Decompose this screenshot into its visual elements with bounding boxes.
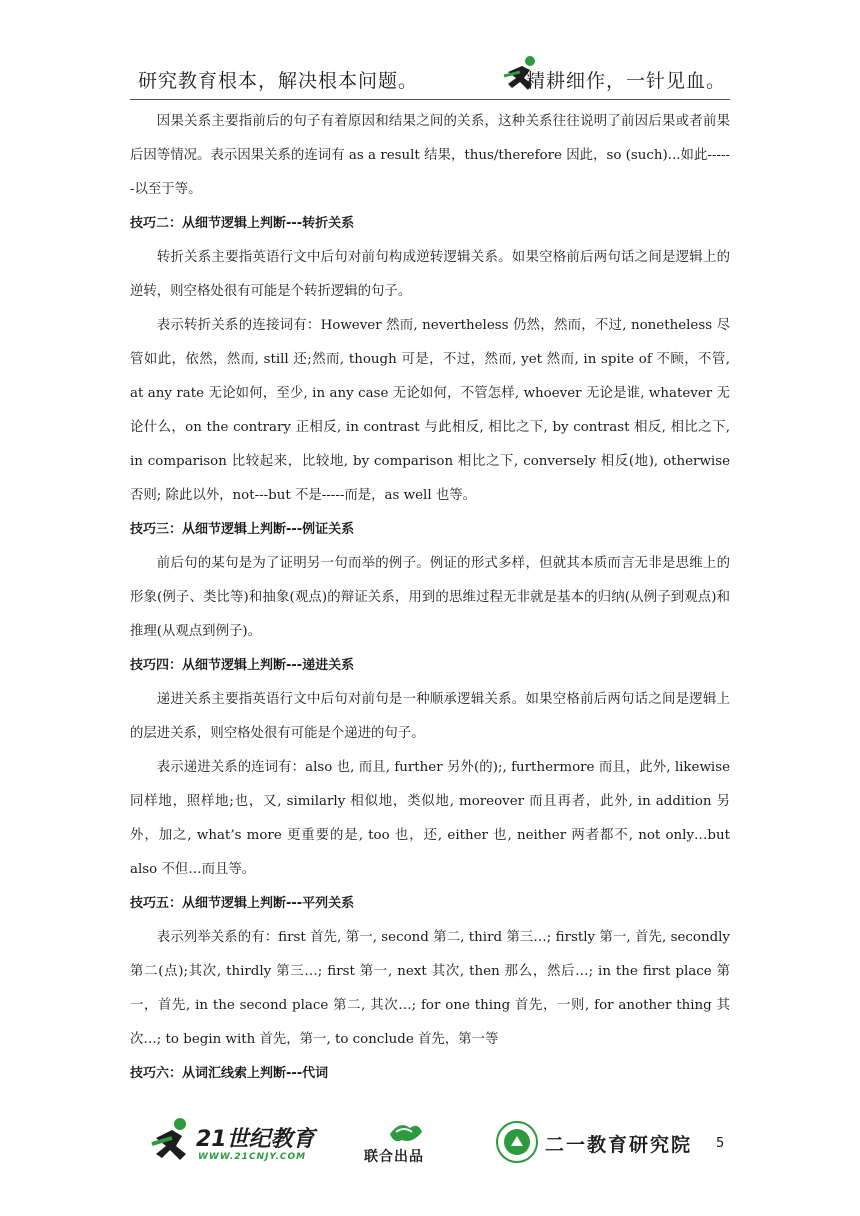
- section-heading: 技巧五：从细节逻辑上判断---平列关系: [130, 896, 355, 911]
- joint-production-logo: [360, 1114, 450, 1168]
- institute-seal-icon: [495, 1120, 539, 1164]
- body-paragraph: 表示列举关系的有：first 首先, 第一, second 第二, third 第三…; firstly 第一, 首先, secondly 第二(点);其次, thirdly 第三…; first 第一, next 其次, then 那么，然后…; in the first place 第一，首先, in the second place 第二, 其次…; for one thing 首先，一则, for another thing 其次…; to begin with 首先，第一, to conclude 首先，第一等: [130, 930, 730, 1047]
- 21cnjy-logo: [150, 1114, 315, 1168]
- body-paragraph: 表示递进关系的连词有：also 也, 而且, further 另外(的);, furthermore 而且，此外, likewise 同样地，照样地;也，又, similarly 相似地，类似地, moreover 而且再者，此外, in addition 另外，加之, what’s more 更重要的是, too 也，还, either 也, neither 两者都不, not only…but also 不但…而且等。: [130, 760, 730, 877]
- research-institute-logo: [495, 1120, 705, 1164]
- document-body: [130, 105, 730, 1091]
- page-footer: [0, 1110, 860, 1170]
- body-paragraph: 表示转折关系的连接词有：However 然而, nevertheless 仍然，然而，不过, nonetheless 尽管如此，依然，然而, still 还;然而, though 可是，不过，然而, yet 然而, in spite of 不顾，不管, at any rate 无论如何，至少, in any case 无论如何，不管怎样, whoever 无论是谁, whatever 无论什么，on the contrary 正相反, in contrast 与此相反, 相比之下, by contrast 相反, 相比之下, in comparison 比较起来，比较地, by comparison 相比之下, conversely 相反(地), otherwise 否则; 除此以外，not---but 不是-----而是，as well 也等。: [130, 318, 730, 503]
- section-heading: 技巧三：从细节逻辑上判断---例证关系: [130, 522, 355, 537]
- page-header: [130, 52, 730, 98]
- section-heading: 技巧二：从细节逻辑上判断---转折关系: [130, 216, 355, 231]
- header-slogan-right: 精耕细作，一针见血。: [525, 70, 726, 92]
- research-institute-text: 二一教育研究院: [545, 1134, 693, 1156]
- page-number: 5: [716, 1136, 725, 1151]
- handshake-icon: [360, 1114, 450, 1148]
- section-heading: 技巧四：从细节逻辑上判断---递进关系: [130, 658, 355, 673]
- body-paragraph: 因果关系主要指前后的句子有着原因和结果之间的关系，这种关系往往说明了前因后果或者前果后因等情况。表示因果关系的连词有 as a result 结果，thus/therefore 因此，so (such)...如此------以至于等。: [130, 114, 730, 197]
- body-paragraph: 前后句的某句是为了证明另一句而举的例子。例证的形式多样，但就其本质而言无非是思维上的形象(例子、类比等)和抽象(观点)的辩证关系，用到的思维过程无非就是基本的归纳(从例子到观点)和推理(从观点到例子)。: [130, 556, 730, 639]
- body-paragraph: 转折关系主要指英语行文中后句对前句构成逆转逻辑关系。如果空格前后两句话之间是逻辑上的逆转，则空格处很有可能是个转折逻辑的句子。: [130, 250, 730, 299]
- 21cnjy-logo-url: WWW.21CNJY.COM: [198, 1152, 307, 1162]
- 21cnjy-logo-text: 21世纪教育: [196, 1127, 315, 1152]
- body-paragraph: 递进关系主要指英语行文中后句对前句是一种顺承逻辑关系。如果空格前后两句话之间是逻辑上的层进关系，则空格处很有可能是个递进的句子。: [130, 692, 730, 741]
- joint-production-text: 联合出品: [364, 1149, 424, 1165]
- header-divider: [130, 99, 730, 100]
- section-heading: 技巧六：从词汇线索上判断---代词: [130, 1066, 329, 1081]
- header-slogan-left: 研究教育根本，解决根本问题。: [138, 70, 419, 92]
